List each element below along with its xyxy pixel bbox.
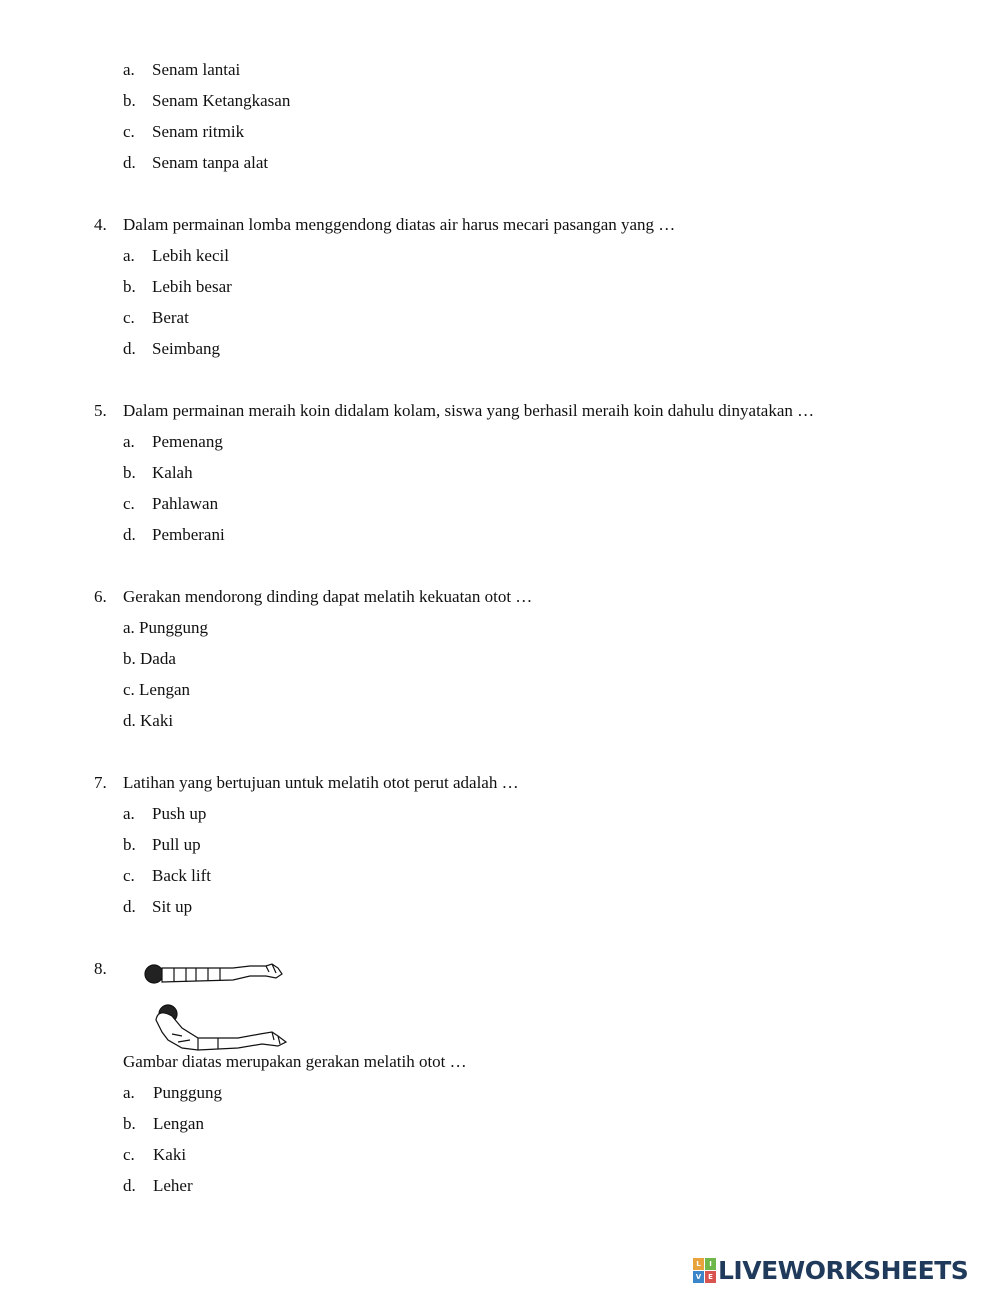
option-letter: d.: [123, 339, 136, 358]
option-text: Senam tanpa alat: [152, 153, 269, 172]
option-letter: c.: [123, 1145, 135, 1164]
option-letter: a.: [123, 246, 135, 265]
option-letter: b.: [123, 277, 136, 296]
option-text: Pull up: [152, 835, 201, 854]
mark-cell: L: [693, 1258, 704, 1270]
option-text: Push up: [152, 804, 207, 823]
option-letter: d.: [123, 1176, 136, 1195]
option-text: Kaki: [153, 1145, 187, 1164]
option-letter: c.: [123, 122, 135, 141]
option-text: Lebih besar: [152, 277, 232, 296]
option-text: Senam Ketangkasan: [152, 91, 291, 110]
option-text: Leher: [153, 1176, 193, 1195]
liveworksheets-logo[interactable]: [693, 1252, 968, 1288]
option-letter: c.: [123, 494, 135, 513]
option-text: c. Lengan: [123, 680, 191, 699]
option-letter: d.: [123, 153, 136, 172]
mark-cell: I: [705, 1258, 716, 1270]
option-text: a. Punggung: [123, 618, 208, 637]
option-letter: b.: [123, 463, 136, 482]
question-number: 7.: [94, 773, 107, 792]
option-letter: b.: [123, 91, 136, 110]
option-letter: c.: [123, 308, 135, 327]
option-letter: a.: [123, 60, 135, 79]
option-text: Back lift: [152, 866, 212, 885]
option-text: Senam ritmik: [152, 122, 245, 141]
option-text: Punggung: [153, 1083, 222, 1102]
option-text: Lengan: [153, 1114, 204, 1133]
question-stem: Gerakan mendorong dinding dapat melatih kekuatan otot …: [123, 587, 533, 606]
question-number: 5.: [94, 401, 107, 420]
option-letter: a.: [123, 1083, 135, 1102]
option-text: Lebih kecil: [152, 246, 229, 265]
option-letter: a.: [123, 432, 135, 451]
option-text: Seimbang: [152, 339, 220, 358]
option-text: Senam lantai: [152, 60, 241, 79]
option-text: Berat: [152, 308, 189, 327]
question-number: 4.: [94, 215, 107, 234]
option-letter: c.: [123, 866, 135, 885]
option-letter: b.: [123, 835, 136, 854]
option-text: Pahlawan: [152, 494, 219, 513]
question-number: 6.: [94, 587, 107, 606]
liveworksheets-brand-text: LIVEWORKSHEETS: [718, 1255, 969, 1285]
question-stem: Dalam permainan meraih koin didalam kolam, siswa yang berhasil meraih koin dahulu dinyatakan …: [123, 401, 815, 420]
option-letter: b.: [123, 1114, 136, 1133]
mark-cell: V: [693, 1271, 704, 1283]
option-letter: d.: [123, 525, 136, 544]
option-letter: a.: [123, 804, 135, 823]
question-stem: Latihan yang bertujuan untuk melatih otot perut adalah …: [123, 773, 519, 792]
option-text: Kalah: [152, 463, 193, 482]
back-lift-exercise-illustration: [138, 958, 298, 1064]
question-stem: Gambar diatas merupakan gerakan melatih otot …: [123, 1052, 467, 1071]
option-text: Pemberani: [152, 525, 225, 544]
liveworksheets-mark-icon: [693, 1258, 715, 1282]
question-stem: Dalam permainan lomba menggendong diatas air harus mecari pasangan yang …: [123, 215, 676, 234]
option-text: Sit up: [152, 897, 193, 916]
option-text: d. Kaki: [123, 711, 174, 730]
option-text: Pemenang: [152, 432, 223, 451]
question-number: 8.: [94, 959, 107, 978]
mark-cell: E: [705, 1271, 716, 1283]
option-text: b. Dada: [123, 649, 176, 668]
option-letter: d.: [123, 897, 136, 916]
